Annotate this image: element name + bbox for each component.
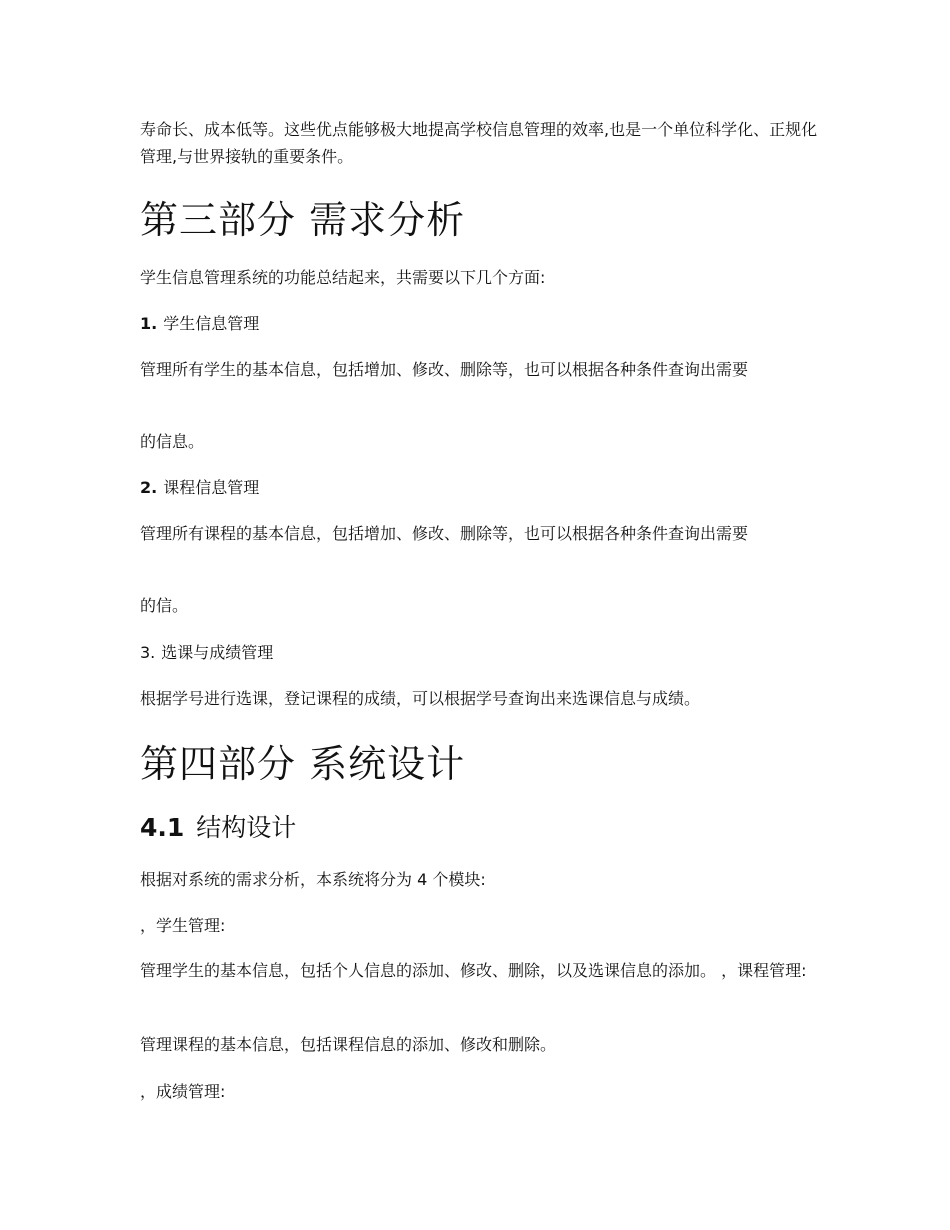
item2-title: 课程信息管理 [163, 478, 260, 497]
intro-paragraph: 寿命长、成本低等。这些优点能够极大地提高学校信息管理的效率,也是一个单位科学化、正规化管理,与世界接轨的重要条件。 [140, 120, 818, 166]
item1-description-cont: 的信息。 [140, 432, 205, 451]
section-title: 结构设计 [196, 813, 297, 842]
module3-label: ，成绩管理: [140, 1082, 226, 1101]
part3-heading: 第三部分 需求分析 [140, 198, 466, 242]
item3-description: 根据学号进行选课，登记课程的成绩，可以根据学号查询出来选课信息与成绩。 [140, 689, 701, 708]
item2-description-cont: 的信。 [140, 596, 189, 615]
item3-heading [140, 639, 820, 666]
module2-description: 管理课程的基本信息，包括课程信息的添加、修改和删除。 [140, 1035, 557, 1054]
item1-title: 学生信息管理 [163, 314, 260, 333]
item3-number: 3. [140, 643, 156, 662]
part3-lead: 学生信息管理系统的功能总结起来，共需要以下几个方面: [140, 268, 546, 287]
item2-description: 管理所有课程的基本信息，包括增加、修改、删除等，也可以根据各种条件查询出需要 [140, 524, 749, 543]
item1-number: 1. [140, 314, 158, 333]
item2-heading [140, 474, 820, 501]
item1-heading [140, 310, 820, 337]
part4-heading: 第四部分 系统设计 [140, 742, 466, 786]
section-number: 4.1 [140, 813, 185, 842]
section-4-1-heading [140, 812, 296, 844]
item3-title: 选课与成绩管理 [161, 643, 274, 662]
item1-description: 管理所有学生的基本信息，包括增加、修改、删除等，也可以根据各种条件查询出需要 [140, 360, 749, 379]
item2-number: 2. [140, 478, 158, 497]
part4-lead: 根据对系统的需求分析，本系统将分为 4 个模块: [140, 870, 486, 889]
module1-description: 管理学生的基本信息，包括个人信息的添加、修改、删除，以及选课信息的添加。 ，课程管理: [140, 961, 807, 980]
module1-label: ，学生管理: [140, 916, 226, 935]
